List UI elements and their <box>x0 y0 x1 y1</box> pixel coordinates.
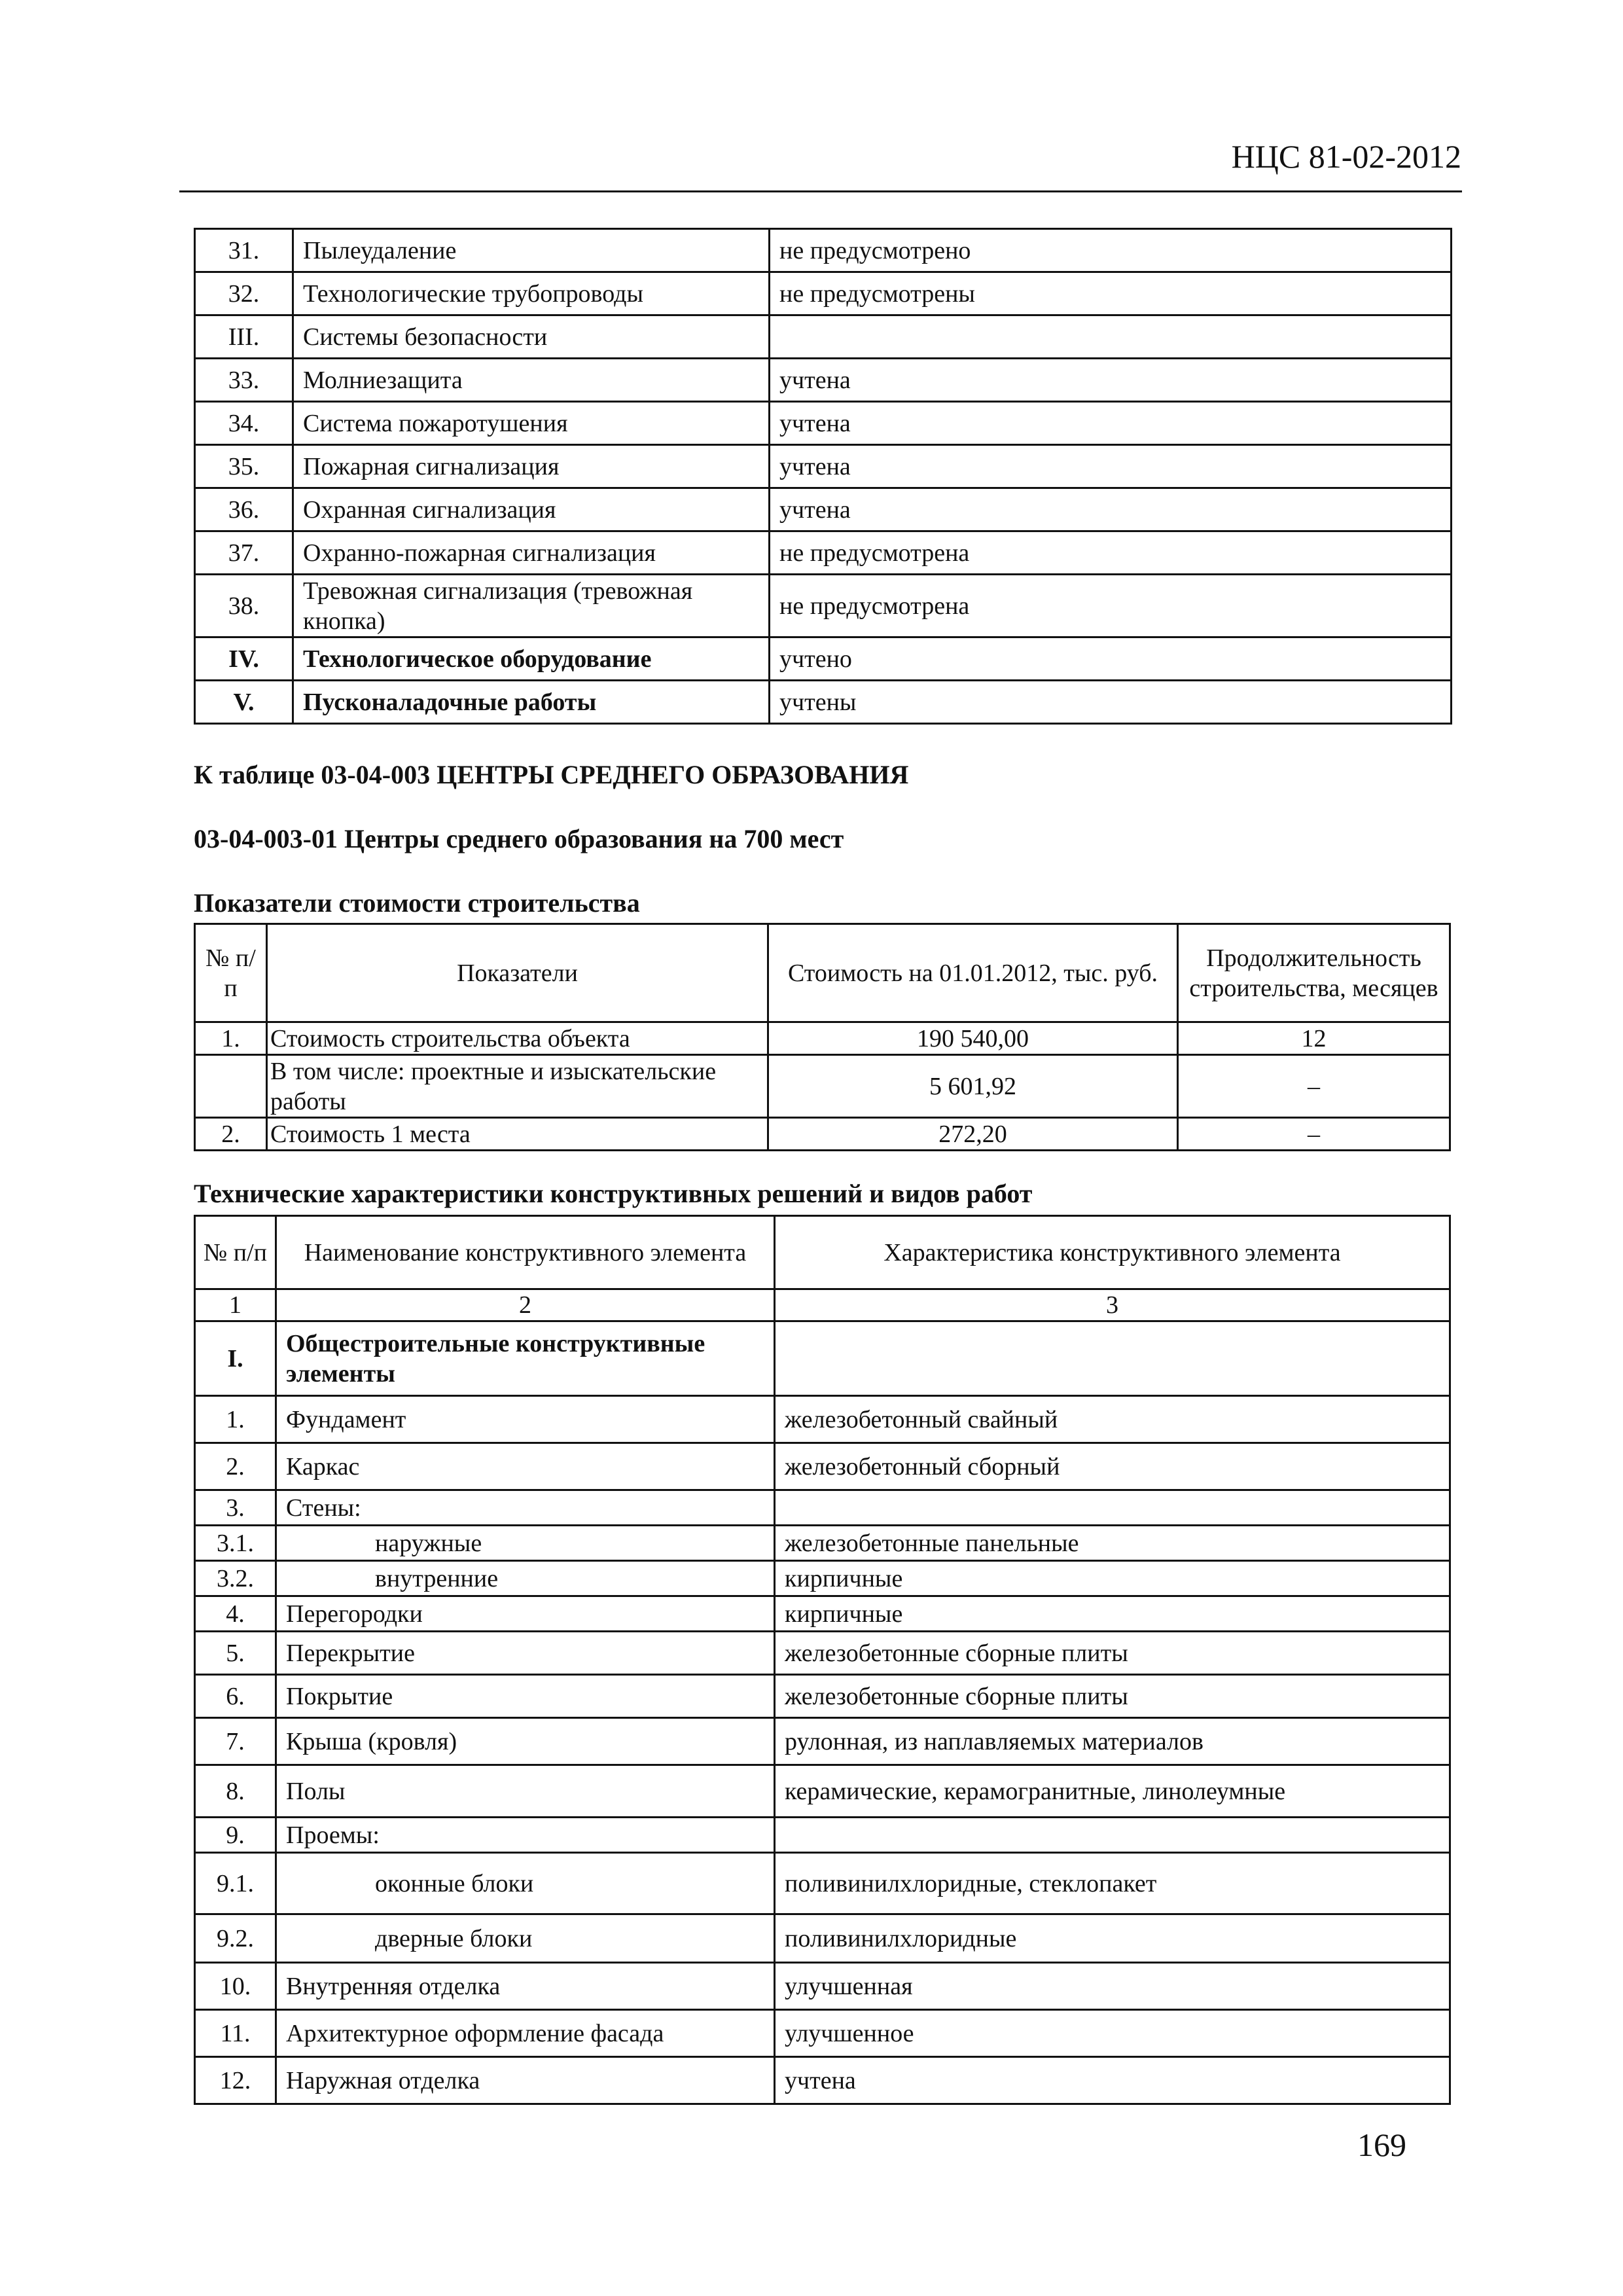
element-characteristic: поливинилхлоридные <box>775 1914 1450 1963</box>
element-name: Фундамент <box>276 1396 775 1443</box>
tech-header-number: № п/п <box>195 1216 276 1289</box>
duration-value: 12 <box>1178 1022 1450 1055</box>
table-row <box>195 1022 1450 1055</box>
row-number: I. <box>195 1321 276 1396</box>
table-row <box>195 1561 1450 1596</box>
system-status: не предусмотрена <box>770 531 1452 575</box>
element-characteristic: поливинилхлоридные, стеклопакет <box>775 1853 1450 1914</box>
element-name: наружные <box>276 1526 775 1561</box>
table-row <box>195 1675 1450 1718</box>
element-characteristic: железобетонные сборные плиты <box>775 1632 1450 1675</box>
cost-table-title: Показатели стоимости строительства <box>194 888 640 918</box>
table-row <box>195 1914 1450 1963</box>
table-row <box>195 1765 1450 1818</box>
indicator-name: Стоимость 1 места <box>267 1118 768 1151</box>
row-number: IV. <box>195 637 293 681</box>
table-row <box>195 1490 1450 1526</box>
cost-header-duration: Продолжительность строительства, месяцев <box>1178 924 1450 1022</box>
cost-indicators-table <box>194 923 1451 1151</box>
element-characteristic: кирпичные <box>775 1596 1450 1632</box>
element-characteristic: железобетонные сборные плиты <box>775 1675 1450 1718</box>
table-row <box>195 1963 1450 2010</box>
column-number-2: 2 <box>276 1289 775 1321</box>
table-row <box>195 637 1452 681</box>
element-characteristic <box>775 1818 1450 1853</box>
system-name: Технологическое оборудование <box>293 637 770 681</box>
system-status: не предусмотрены <box>770 272 1452 315</box>
element-name: внутренние <box>276 1561 775 1596</box>
system-name: Технологические трубопроводы <box>293 272 770 315</box>
table-row <box>195 445 1452 488</box>
row-number: 4. <box>195 1596 276 1632</box>
row-number: 9.2. <box>195 1914 276 1963</box>
system-name: Охранная сигнализация <box>293 488 770 531</box>
row-number: 35. <box>195 445 293 488</box>
system-name: Системы безопасности <box>293 315 770 359</box>
system-status: учтена <box>770 445 1452 488</box>
table-row <box>195 1853 1450 1914</box>
table-row <box>195 1443 1450 1490</box>
table-row <box>195 575 1452 637</box>
tech-header-name: Наименование конструктивного элемента <box>276 1216 775 1289</box>
row-number: 2. <box>195 1443 276 1490</box>
system-name: Охранно-пожарная сигнализация <box>293 531 770 575</box>
systems-table <box>194 228 1452 725</box>
row-number: 7. <box>195 1718 276 1765</box>
element-characteristic: рулонная, из наплавляемых материалов <box>775 1718 1450 1765</box>
table-row <box>195 1596 1450 1632</box>
tech-header-characteristic: Характеристика конструктивного элемента <box>775 1216 1450 1289</box>
system-status: учтена <box>770 359 1452 402</box>
table-row <box>195 1321 1450 1396</box>
cost-header-indicator: Показатели <box>267 924 768 1022</box>
table-row <box>195 272 1452 315</box>
element-name: Крыша (кровля) <box>276 1718 775 1765</box>
table-row <box>195 1055 1450 1118</box>
indicator-name: В том числе: проектные и изыскательские работы <box>267 1055 768 1118</box>
element-characteristic: железобетонный сборный <box>775 1443 1450 1490</box>
row-number: 12. <box>195 2057 276 2104</box>
element-characteristic: улучшенное <box>775 2010 1450 2057</box>
element-name: Внутренняя отделка <box>276 1963 775 2010</box>
system-status: учтена <box>770 488 1452 531</box>
column-number-3: 3 <box>775 1289 1450 1321</box>
element-name: оконные блоки <box>276 1853 775 1914</box>
row-number: 31. <box>195 229 293 272</box>
row-number: 3. <box>195 1490 276 1526</box>
row-number: 11. <box>195 2010 276 2057</box>
row-number: V. <box>195 681 293 724</box>
element-name: Каркас <box>276 1443 775 1490</box>
system-name: Пусконаладочные работы <box>293 681 770 724</box>
table-row <box>195 681 1452 724</box>
cost-value: 190 540,00 <box>768 1022 1178 1055</box>
row-number: 37. <box>195 531 293 575</box>
system-name: Пожарная сигнализация <box>293 445 770 488</box>
cost-value: 272,20 <box>768 1118 1178 1151</box>
table-row <box>195 2010 1450 2057</box>
page-number: 169 <box>1357 2126 1406 2163</box>
table-row <box>195 1818 1450 1853</box>
element-characteristic: железобетонный свайный <box>775 1396 1450 1443</box>
table-row <box>195 359 1452 402</box>
row-number: 3.2. <box>195 1561 276 1596</box>
table-row <box>195 1632 1450 1675</box>
table-row <box>195 1396 1450 1443</box>
system-status: не предусмотрена <box>770 575 1452 637</box>
table-row <box>195 1526 1450 1561</box>
row-number: 38. <box>195 575 293 637</box>
element-name: Архитектурное оформление фасада <box>276 2010 775 2057</box>
system-status: учтена <box>770 402 1452 445</box>
element-characteristic: керамические, керамогранитные, линолеумные <box>775 1765 1450 1818</box>
element-name: Наружная отделка <box>276 2057 775 2104</box>
element-name: дверные блоки <box>276 1914 775 1963</box>
row-number: 9. <box>195 1818 276 1853</box>
element-characteristic <box>775 1490 1450 1526</box>
element-characteristic: железобетонные панельные <box>775 1526 1450 1561</box>
indicator-name: Стоимость строительства объекта <box>267 1022 768 1055</box>
element-characteristic: учтена <box>775 2057 1450 2104</box>
table-row <box>195 229 1452 272</box>
table-row <box>195 1718 1450 1765</box>
system-status <box>770 315 1452 359</box>
table-row <box>195 2057 1450 2104</box>
row-number: 33. <box>195 359 293 402</box>
system-status: учтены <box>770 681 1452 724</box>
cost-header-cost: Стоимость на 01.01.2012, тыс. руб. <box>768 924 1178 1022</box>
duration-value: – <box>1178 1118 1450 1151</box>
system-status: учтено <box>770 637 1452 681</box>
row-number: 32. <box>195 272 293 315</box>
header-rule <box>179 190 1462 192</box>
system-name: Тревожная сигнализация (тревожная кнопка) <box>293 575 770 637</box>
row-number: 8. <box>195 1765 276 1818</box>
element-characteristic: кирпичные <box>775 1561 1450 1596</box>
element-name: Проемы: <box>276 1818 775 1853</box>
section-title: К таблице 03-04-003 ЦЕНТРЫ СРЕДНЕГО ОБРАЗОВАНИЯ <box>194 760 909 789</box>
element-name: Общестроительные конструктивные элементы <box>276 1321 775 1396</box>
element-name: Перегородки <box>276 1596 775 1632</box>
row-number: 3.1. <box>195 1526 276 1561</box>
row-number: 5. <box>195 1632 276 1675</box>
tech-table-title: Технические характеристики конструктивных решений и видов работ <box>194 1179 1033 1208</box>
system-name: Пылеудаление <box>293 229 770 272</box>
system-name: Система пожаротушения <box>293 402 770 445</box>
system-status: не предусмотрено <box>770 229 1452 272</box>
table-row <box>195 531 1452 575</box>
row-number: 9.1. <box>195 1853 276 1914</box>
subsection-title: 03-04-003-01 Центры среднего образования на 700 мест <box>194 824 844 853</box>
table-row <box>195 1118 1450 1151</box>
row-number: III. <box>195 315 293 359</box>
column-number-1: 1 <box>195 1289 276 1321</box>
cost-header-number: № п/п <box>195 924 267 1022</box>
duration-value: – <box>1178 1055 1450 1118</box>
row-number: 2. <box>195 1118 267 1151</box>
table-row <box>195 402 1452 445</box>
row-number <box>195 1055 267 1118</box>
row-number: 1. <box>195 1022 267 1055</box>
row-number: 34. <box>195 402 293 445</box>
element-characteristic <box>775 1321 1450 1396</box>
element-name: Полы <box>276 1765 775 1818</box>
row-number: 10. <box>195 1963 276 2010</box>
table-row <box>195 488 1452 531</box>
row-number: 36. <box>195 488 293 531</box>
table-row <box>195 315 1452 359</box>
row-number: 6. <box>195 1675 276 1718</box>
cost-value: 5 601,92 <box>768 1055 1178 1118</box>
element-name: Покрытие <box>276 1675 775 1718</box>
row-number: 1. <box>195 1396 276 1443</box>
document-code-header: НЦС 81-02-2012 <box>1231 138 1461 175</box>
element-characteristic: улучшенная <box>775 1963 1450 2010</box>
element-name: Стены: <box>276 1490 775 1526</box>
element-name: Перекрытие <box>276 1632 775 1675</box>
technical-characteristics-table <box>194 1215 1451 2105</box>
system-name: Молниезащита <box>293 359 770 402</box>
